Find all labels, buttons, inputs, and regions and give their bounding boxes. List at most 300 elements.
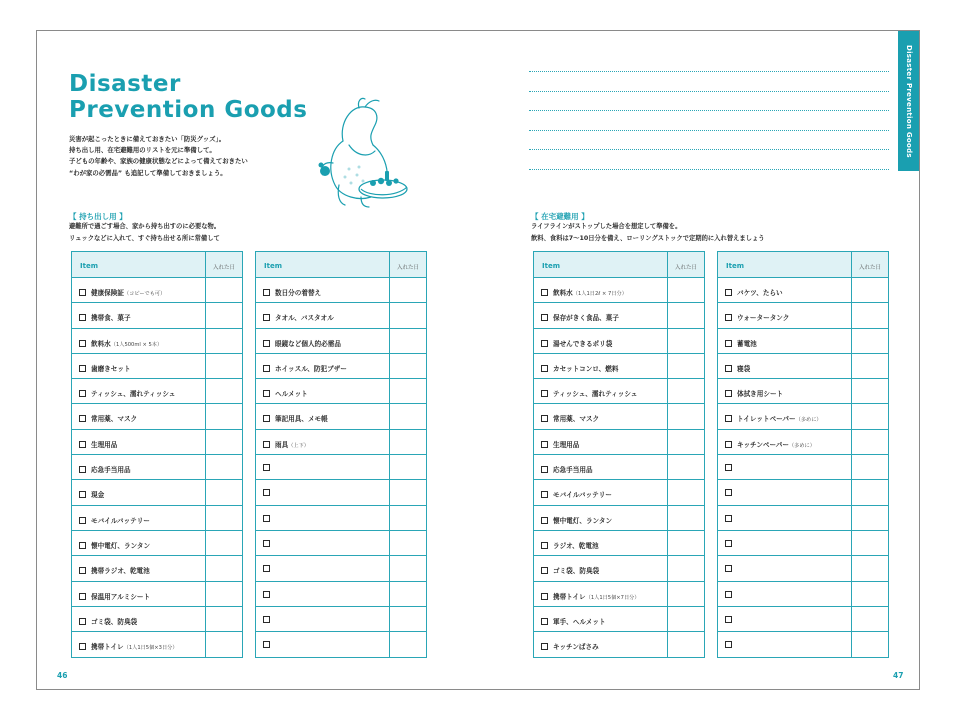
checkbox-icon[interactable] xyxy=(725,464,732,471)
checkbox-icon[interactable] xyxy=(541,340,548,347)
date-cell[interactable] xyxy=(667,455,704,479)
date-cell[interactable] xyxy=(205,278,242,302)
at-home-heading: 【 在宅避難用 】 xyxy=(531,212,589,221)
item-cell xyxy=(534,404,667,428)
item-label: ティッシュ、濡れティッシュ xyxy=(553,390,638,399)
table-row xyxy=(718,329,888,354)
checkbox-icon[interactable] xyxy=(263,515,270,522)
table-row xyxy=(534,582,704,607)
date-cell[interactable] xyxy=(389,582,426,606)
item-cell xyxy=(256,379,389,403)
item-cell xyxy=(256,430,389,454)
date-cell[interactable] xyxy=(667,531,704,555)
item-cell xyxy=(718,303,851,327)
item-label: バケツ、たらい xyxy=(737,289,783,297)
intro-text xyxy=(69,134,329,179)
checkbox-icon[interactable] xyxy=(79,491,86,498)
at-home-desc xyxy=(531,221,765,244)
date-cell[interactable] xyxy=(667,632,704,657)
item-label: トイレットペーパー xyxy=(737,415,796,424)
date-cell[interactable] xyxy=(389,607,426,631)
item-label: 軍手、ヘルメット xyxy=(553,617,606,626)
date-cell[interactable] xyxy=(851,329,888,353)
item-cell xyxy=(718,506,851,530)
checkbox-icon[interactable] xyxy=(541,365,548,372)
table-row xyxy=(72,506,242,531)
table-row xyxy=(256,506,426,531)
intro-line: 子どもの年齢や、家族の健康状態などによって備えておきたい xyxy=(69,157,248,166)
date-cell[interactable] xyxy=(205,582,242,606)
page-number-left: 46 xyxy=(57,671,68,680)
date-cell[interactable] xyxy=(205,329,242,353)
carry-out-desc xyxy=(69,221,220,244)
item-label: キッチンペーパー xyxy=(737,440,789,449)
table-row xyxy=(72,455,242,480)
item-cell xyxy=(72,582,205,606)
checkbox-icon[interactable] xyxy=(79,415,86,422)
checkbox-icon[interactable] xyxy=(263,441,270,448)
date-cell[interactable] xyxy=(851,531,888,555)
item-note: （1人1日5個×7日分） xyxy=(585,594,640,601)
item-label: 体拭き用シート xyxy=(737,390,784,399)
date-cell[interactable] xyxy=(667,303,704,327)
checkbox-icon[interactable] xyxy=(79,466,86,473)
carry-out-desc-line: 避難所で過ごす場合、家から持ち出すのに必要な物。 xyxy=(69,223,221,230)
table-row xyxy=(718,556,888,581)
item-label: 健康保険証 xyxy=(91,289,124,297)
item-cell xyxy=(72,531,205,555)
item-label: 生理用品 xyxy=(553,440,580,449)
date-column-header: 入れた日 xyxy=(667,252,704,277)
checkbox-icon[interactable] xyxy=(725,565,732,572)
item-label: 生理用品 xyxy=(91,440,118,449)
checkbox-icon[interactable] xyxy=(541,390,548,397)
item-column-header: Item xyxy=(726,262,744,270)
checkbox-icon[interactable] xyxy=(541,466,548,473)
intro-line: “わが家の必需品” も追記して準備しておきましょう。 xyxy=(69,168,227,177)
item-cell xyxy=(718,278,851,302)
checkbox-icon[interactable] xyxy=(263,415,270,422)
item-label: 湯せんできるポリ袋 xyxy=(553,339,613,348)
item-cell xyxy=(718,480,851,504)
item-cell xyxy=(718,404,851,428)
checkbox-icon[interactable] xyxy=(541,517,548,524)
date-cell[interactable] xyxy=(667,556,704,580)
table-row xyxy=(256,480,426,505)
item-cell xyxy=(256,455,389,479)
item-cell xyxy=(256,278,389,302)
item-cell xyxy=(534,632,667,657)
checkbox-icon[interactable] xyxy=(725,591,732,598)
table-row xyxy=(72,303,242,328)
date-cell[interactable] xyxy=(851,455,888,479)
item-label: 雨具 xyxy=(275,440,289,449)
table-row xyxy=(256,632,426,657)
table-row xyxy=(534,278,704,303)
table-row xyxy=(256,404,426,429)
carry-out-desc-line: リュックなどに入れて、すぐ持ち出せる所に常備して xyxy=(69,234,220,242)
checkbox-icon[interactable] xyxy=(725,540,732,547)
checkbox-icon[interactable] xyxy=(263,489,270,496)
item-label: ゴミ袋、防臭袋 xyxy=(91,617,138,626)
checklist-table-at-home-1 xyxy=(533,251,705,658)
date-cell[interactable] xyxy=(667,506,704,530)
table-row xyxy=(718,607,888,632)
date-cell[interactable] xyxy=(667,379,704,403)
item-cell xyxy=(72,506,205,530)
checkbox-icon[interactable] xyxy=(79,593,86,600)
date-cell[interactable] xyxy=(389,531,426,555)
item-label: ティッシュ、濡れティッシュ xyxy=(91,390,176,399)
date-cell[interactable] xyxy=(205,354,242,378)
item-cell xyxy=(72,556,205,580)
date-cell[interactable] xyxy=(205,531,242,555)
table-row xyxy=(72,480,242,505)
checkbox-icon[interactable] xyxy=(79,390,86,397)
item-cell xyxy=(534,556,667,580)
item-label: 携帯トイレ xyxy=(91,643,124,652)
checkbox-icon[interactable] xyxy=(263,616,270,623)
table-header xyxy=(534,252,704,278)
item-cell xyxy=(72,354,205,378)
item-cell xyxy=(256,329,389,353)
checkbox-icon[interactable] xyxy=(79,365,86,372)
intro-line: 災害が起こったときに備えておきたい「防災グッズ」。 xyxy=(69,135,226,143)
date-cell[interactable] xyxy=(851,480,888,504)
table-row xyxy=(534,379,704,404)
checklist-table-carry-out-1 xyxy=(71,251,243,658)
table-row xyxy=(718,531,888,556)
item-cell xyxy=(718,354,851,378)
date-cell[interactable] xyxy=(667,480,704,504)
checkbox-icon[interactable] xyxy=(541,542,548,549)
checkbox-icon[interactable] xyxy=(541,441,548,448)
table-row xyxy=(718,379,888,404)
date-cell[interactable] xyxy=(389,329,426,353)
date-column-header: 入れた日 xyxy=(389,252,426,277)
item-label: モバイルバッテリー xyxy=(553,491,612,500)
table-row xyxy=(534,455,704,480)
table-row xyxy=(256,278,426,303)
checkbox-icon[interactable] xyxy=(725,489,732,496)
table-row xyxy=(534,430,704,455)
item-cell xyxy=(256,582,389,606)
checkbox-icon[interactable] xyxy=(263,365,270,372)
date-cell[interactable] xyxy=(205,506,242,530)
date-cell[interactable] xyxy=(667,354,704,378)
table-row xyxy=(72,379,242,404)
item-cell xyxy=(534,607,667,631)
item-cell xyxy=(256,556,389,580)
item-cell xyxy=(534,354,667,378)
item-cell xyxy=(256,480,389,504)
item-column-header: Item xyxy=(542,262,560,270)
checkbox-icon[interactable] xyxy=(541,567,548,574)
checkbox-icon[interactable] xyxy=(79,542,86,549)
table-row xyxy=(72,607,242,632)
checkbox-icon[interactable] xyxy=(541,415,548,422)
item-cell xyxy=(534,480,667,504)
item-label: 携帯食、菓子 xyxy=(91,314,131,323)
table-header xyxy=(718,252,888,278)
item-label: 常用薬、マスク xyxy=(91,415,138,424)
item-note: （多めに） xyxy=(795,417,822,424)
item-cell xyxy=(72,430,205,454)
item-cell xyxy=(534,329,667,353)
item-cell xyxy=(718,430,851,454)
date-cell[interactable] xyxy=(205,303,242,327)
date-cell[interactable] xyxy=(389,632,426,657)
table-header xyxy=(256,252,426,278)
item-cell xyxy=(256,404,389,428)
date-cell[interactable] xyxy=(667,607,704,631)
item-column-header: Item xyxy=(80,262,98,270)
checkbox-icon[interactable] xyxy=(79,314,86,321)
table-row xyxy=(534,303,704,328)
date-cell[interactable] xyxy=(851,379,888,403)
date-cell[interactable] xyxy=(389,303,426,327)
date-cell[interactable] xyxy=(205,455,242,479)
date-cell[interactable] xyxy=(205,607,242,631)
item-label: ヘルメット xyxy=(275,390,308,399)
item-label: 筆記用具、メモ帳 xyxy=(275,415,328,424)
date-cell[interactable] xyxy=(205,379,242,403)
checkbox-icon[interactable] xyxy=(79,618,86,625)
checkbox-icon[interactable] xyxy=(263,314,270,321)
at-home-desc-line: 飲料、食料は7～10日分を備え、ローリングストックで定期的に入れ替えましょう xyxy=(531,234,765,242)
table-row xyxy=(72,632,242,657)
date-cell[interactable] xyxy=(667,278,704,302)
checkbox-icon[interactable] xyxy=(725,616,732,623)
item-cell xyxy=(72,379,205,403)
date-cell[interactable] xyxy=(851,354,888,378)
date-cell[interactable] xyxy=(205,430,242,454)
item-label: 飲料水 xyxy=(553,289,573,297)
date-cell[interactable] xyxy=(851,607,888,631)
checkbox-icon[interactable] xyxy=(263,464,270,471)
title-line-2: Prevention Goods xyxy=(69,97,308,123)
item-cell xyxy=(534,582,667,606)
checkbox-icon[interactable] xyxy=(79,643,86,650)
checkbox-icon[interactable] xyxy=(263,289,270,296)
checkbox-icon[interactable] xyxy=(725,314,732,321)
item-label: 飲料水 xyxy=(91,339,111,348)
table-row xyxy=(534,329,704,354)
checkbox-icon[interactable] xyxy=(79,340,86,347)
item-cell xyxy=(718,556,851,580)
date-cell[interactable] xyxy=(851,278,888,302)
item-cell xyxy=(534,278,667,302)
item-cell xyxy=(256,506,389,530)
page-title xyxy=(69,71,307,123)
table-row xyxy=(256,379,426,404)
table-row xyxy=(256,430,426,455)
item-cell xyxy=(72,404,205,428)
item-cell xyxy=(534,531,667,555)
date-cell[interactable] xyxy=(205,556,242,580)
item-column-header: Item xyxy=(264,262,282,270)
checkbox-icon[interactable] xyxy=(725,441,732,448)
item-cell xyxy=(534,455,667,479)
checkbox-icon[interactable] xyxy=(725,641,732,648)
item-cell xyxy=(72,607,205,631)
date-cell[interactable] xyxy=(389,354,426,378)
table-row xyxy=(256,354,426,379)
page-number-right: 47 xyxy=(893,671,904,680)
intro-line: 持ち出し用、在宅避難用のリストを元に準備して。 xyxy=(69,146,216,155)
mascot-illustration xyxy=(299,93,417,211)
item-cell xyxy=(256,354,389,378)
date-cell[interactable] xyxy=(851,632,888,657)
table-row xyxy=(718,430,888,455)
checkbox-icon[interactable] xyxy=(725,340,732,347)
table-row xyxy=(256,556,426,581)
checkbox-icon[interactable] xyxy=(725,390,732,397)
checkbox-icon[interactable] xyxy=(263,390,270,397)
date-cell[interactable] xyxy=(667,430,704,454)
date-cell[interactable] xyxy=(389,506,426,530)
item-cell xyxy=(72,455,205,479)
date-cell[interactable] xyxy=(205,404,242,428)
date-cell[interactable] xyxy=(667,582,704,606)
table-row xyxy=(72,430,242,455)
table-row xyxy=(256,455,426,480)
item-cell xyxy=(534,379,667,403)
item-label: 常用薬、マスク xyxy=(553,415,600,424)
item-note: （1人500ml × 5本） xyxy=(110,341,163,348)
checkbox-icon[interactable] xyxy=(263,340,270,347)
table-row xyxy=(534,607,704,632)
item-label: モバイルバッテリー xyxy=(91,516,150,525)
item-cell xyxy=(256,531,389,555)
checkbox-icon[interactable] xyxy=(79,289,86,296)
item-label: 応急手当用品 xyxy=(91,466,131,475)
item-label: 歯磨きセット xyxy=(91,364,131,373)
item-cell xyxy=(718,455,851,479)
date-cell[interactable] xyxy=(389,430,426,454)
date-cell[interactable] xyxy=(851,430,888,454)
item-label: カセットコンロ、燃料 xyxy=(553,364,619,373)
item-cell xyxy=(72,329,205,353)
table-row xyxy=(534,506,704,531)
item-label: 懐中電灯、ランタン xyxy=(91,541,151,550)
notes-lines xyxy=(529,71,889,189)
checkbox-icon[interactable] xyxy=(541,643,548,650)
item-label: ホイッスル、防犯ブザー xyxy=(275,364,347,373)
date-cell[interactable] xyxy=(205,632,242,657)
checkbox-icon[interactable] xyxy=(725,415,732,422)
checkbox-icon[interactable] xyxy=(263,591,270,598)
date-cell[interactable] xyxy=(389,480,426,504)
table-row xyxy=(72,556,242,581)
item-cell xyxy=(718,582,851,606)
table-row xyxy=(72,278,242,303)
book-spread xyxy=(36,30,920,690)
date-cell[interactable] xyxy=(389,379,426,403)
checkbox-icon[interactable] xyxy=(79,517,86,524)
date-column-header: 入れた日 xyxy=(851,252,888,277)
checkbox-icon[interactable] xyxy=(725,365,732,372)
item-cell xyxy=(534,430,667,454)
item-note: （1人1日5個×3日分） xyxy=(123,645,178,652)
date-cell[interactable] xyxy=(667,329,704,353)
table-row xyxy=(534,354,704,379)
table-row xyxy=(72,531,242,556)
item-cell xyxy=(72,480,205,504)
checkbox-icon[interactable] xyxy=(725,515,732,522)
title-line-1: Disaster xyxy=(69,71,181,97)
table-row xyxy=(718,506,888,531)
date-cell[interactable] xyxy=(389,455,426,479)
date-cell[interactable] xyxy=(389,556,426,580)
item-cell xyxy=(534,506,667,530)
checkbox-icon[interactable] xyxy=(263,565,270,572)
item-label: 携帯トイレ xyxy=(553,592,586,601)
date-cell[interactable] xyxy=(389,278,426,302)
checkbox-icon[interactable] xyxy=(263,540,270,547)
checkbox-icon[interactable] xyxy=(263,641,270,648)
table-row xyxy=(718,278,888,303)
checkbox-icon[interactable] xyxy=(725,289,732,296)
item-label: ラジオ、乾電池 xyxy=(553,541,599,550)
date-column-header: 入れた日 xyxy=(205,252,242,277)
checkbox-icon[interactable] xyxy=(541,314,548,321)
date-cell[interactable] xyxy=(851,556,888,580)
checkbox-icon[interactable] xyxy=(79,441,86,448)
checkbox-icon[interactable] xyxy=(79,567,86,574)
table-row xyxy=(72,354,242,379)
at-home-desc-line: ライフラインがストップした場合を想定して準備を。 xyxy=(531,223,682,230)
date-cell[interactable] xyxy=(389,404,426,428)
checklist-table-carry-out-2 xyxy=(255,251,427,658)
item-note: （コピーでも可） xyxy=(123,291,166,297)
checkbox-icon[interactable] xyxy=(541,593,548,600)
item-cell xyxy=(718,607,851,631)
item-label: 携帯ラジオ、乾電池 xyxy=(91,567,150,576)
table-row xyxy=(534,632,704,657)
item-note: （1人1日2ℓ × 7日分） xyxy=(572,291,627,297)
date-cell[interactable] xyxy=(851,582,888,606)
item-cell xyxy=(256,303,389,327)
checkbox-icon[interactable] xyxy=(541,289,548,296)
table-row xyxy=(718,354,888,379)
table-row xyxy=(718,582,888,607)
item-label: 保温用アルミシート xyxy=(91,592,151,601)
item-label: ゴミ袋、防臭袋 xyxy=(553,567,600,576)
date-cell[interactable] xyxy=(205,480,242,504)
table-row xyxy=(718,303,888,328)
table-row xyxy=(256,303,426,328)
table-row xyxy=(256,582,426,607)
checkbox-icon[interactable] xyxy=(541,618,548,625)
date-cell[interactable] xyxy=(851,404,888,428)
item-label: 保存がきく食品、菓子 xyxy=(553,314,619,323)
item-label: 応急手当用品 xyxy=(553,466,593,475)
item-label: 寝袋 xyxy=(737,364,751,373)
table-row xyxy=(72,582,242,607)
checklist-table-at-home-2 xyxy=(717,251,889,658)
table-row xyxy=(72,404,242,429)
table-row xyxy=(718,455,888,480)
table-row xyxy=(718,632,888,657)
checkbox-icon[interactable] xyxy=(541,491,548,498)
table-row xyxy=(256,607,426,632)
date-cell[interactable] xyxy=(851,506,888,530)
date-cell[interactable] xyxy=(667,404,704,428)
date-cell[interactable] xyxy=(851,303,888,327)
table-row xyxy=(718,480,888,505)
table-row xyxy=(718,404,888,429)
